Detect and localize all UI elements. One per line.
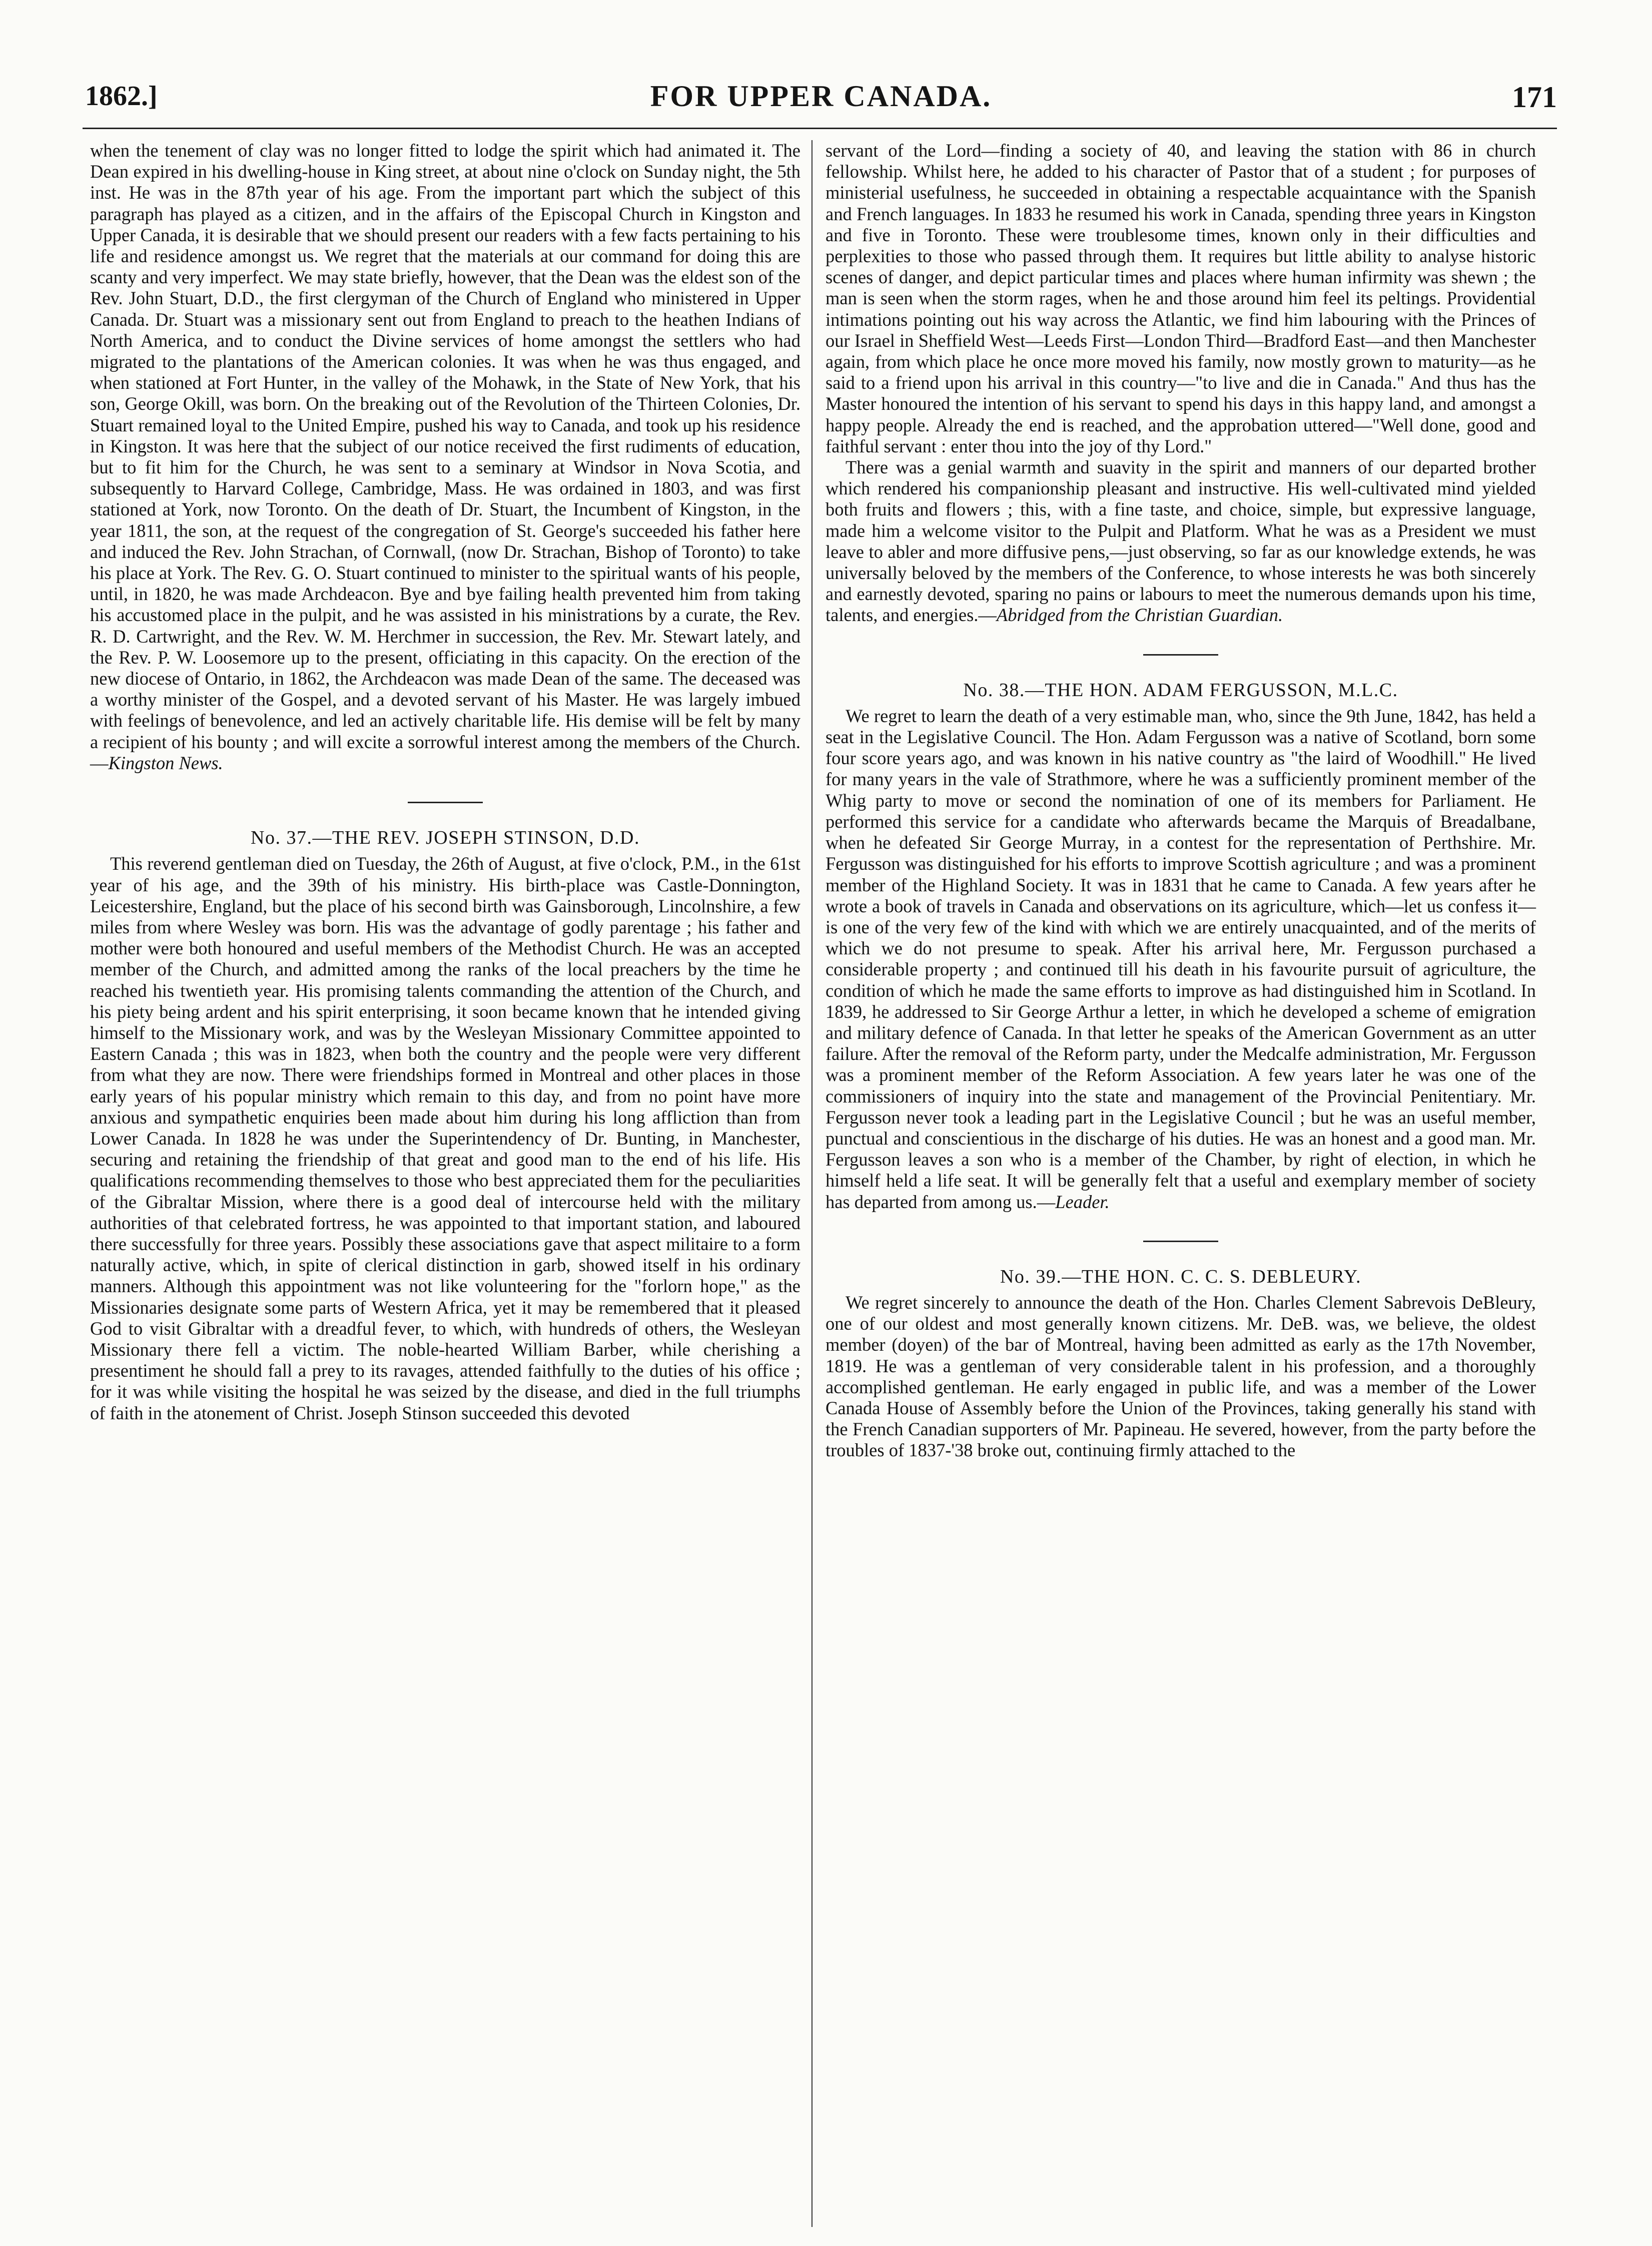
header-rule [83,128,1557,129]
page-header [85,75,1557,120]
section-37-heading: No. 37.—THE REV. JOSEPH STINSON, D.D. [251,827,640,849]
stinson-continuation: servant of the Lord—finding a society of 40, and leaving the station with 86 in church fellowship. Whilst here, he added to his character of Pastor that of a student ; for purposes of ministerial usefulness, he succeeded in obtaining a respectable acquaintance with the Spanish and French languages. In 1833 he resumed his work in Canada, spending three years in Kingston and five in Toronto. These were troublesome times, known only in their difficulties and perplexities to those who passed through them. It requires but little ability to analyse historic scenes of danger, and depict particular times and places where human infirmity was shewn ; the man is seen when the storm rages, when he and those around him feel its peltings. Providential intimations pointing out his way across the Atlantic, we find him labouring with the Princes of our Israel in Sheffield West—Leeds First—London Third—Bradford East—and then Manchester again, from which place he once more moved his family, now mostly grown to maturity—as he said to a friend upon his arrival in this country—"to live and die in Canada." And thus has the Master honoured the intention of his servant to spend his days in this happy land, and amongst a happy people. Already the end is reached, and the approbation uttered—"Well done, good and faithful servant : enter thou into the joy of thy Lord." [825,140,1536,456]
section-39-heading: No. 39.—THE HON. C. C. S. DEBLEURY. [1000,1266,1362,1287]
stinson-continuation-2-text: There was a genial warmth and suavity in the spirit and manners of our departed brother which rendered his companionship pleasant and instructive. His well-cultivated mind yielded both fruits and flowers ; this, with a fine taste, and choice, simple, but expressive language, made him a welcome visitor to the Pulpit and Platform. What he was as a President we must leave to abler and more diffusive pens,—just observing, so far as our knowledge extends, he was universally beloved by the members of the Conference, to whose interests he was both sincerely and earnestly devoted, sparing no pains or labours to meet the numerous demands upon his time, talents, and energies. [825,457,1536,626]
stinson-source: Abridged from the Christian Guardian. [996,605,1283,626]
stuart-continuation-text: when the tenement of clay was no longer fitted to lodge the spirit which had animated it. The Dean expired in his dwelling-house in King street, at about nine o'clock on Sunday night, the 5th inst. He was in the 87th year of his age. From the important part which the subject of this paragraph has played as a citizen, and in the affairs of the Episcopal Church in Kingston and Upper Canada, it is desirable that we should present our readers with a few facts pertaining to his life and residence amongst us. We regret that the materials at our command for doing this are scanty and very imperfect. We may state briefly, however, that the Dean was the eldest son of the Rev. John Stuart, D.D., the first clergyman of the Church of England who ministered in Upper Canada. Dr. Stuart was a missionary sent out from England to preach to the heathen Indians of North America, and to conduct the Divine services of home amongst the settlers who had migrated to the plantations of the American colonies. It was when he was thus engaged, and when stationed at Fort Hunter, in the valley of the Mohawk, in the State of New York, that his son, George Okill, was born. On the breaking out of the Revolution of the Thirteen Colonies, Dr. Stuart remained loyal to the United Empire, pushed his way to Canada, and took up his residence in Kingston. It was here that the subject of our notice received the first rudiments of education, but to fit him for the Church, he was sent to a seminary at Windsor in Nova Scotia, and subsequently to Harvard College, Cambridge, Mass. He was ordained in 1803, and was first stationed at York, now Toronto. On the death of Dr. Stuart, the Incumbent of Kingston, in the year 1811, the son, at the request of the congregation of St. George's succeeded his father here and induced the Rev. John Strachan, of Cornwall, (now Dr. Strachan, Bishop of Toronto) to take his place at York. The Rev. G. O. Stuart continued to minister to the spiritual wants of his people, until, in 1820, he was made Archdeacon. Bye and bye failing health prevented him from taking his accustomed place in the pulpit, and he was assisted in his ministrations by a curate, the Rev. R. D. Cartwright, and the Rev. W. M. Herchmer in succession, the Rev. Mr. Stewart lately, and the Rev. P. W. Loosemore up to the present, officiating in this capacity. On the erection of the new diocese of Ontario, in 1862, the Archdeacon was made Dean of the same. The deceased was a worthy minister of the Gospel, and a devoted servant of his Master. He was largely imbued with feelings of benevolence, and led an actively charitable life. His demise will be felt by many a recipient of his bounty ; and will excite a sorrowful interest among the members of the Church. [90,140,800,752]
section-38-body: We regret to learn the death of a very estimable man, who, since the 9th June, 1842, has held a seat in the Legislative Council. The Hon. Adam Fergusson was a native of Scotland, born some four score years ago, and was known in his native country as "the laird of Woodhill." He lived for many years in the vale of Strathmore, where he was a sufficiently prominent member of the Whig party to move or second the nomination of one of its members for Parliament. He performed this service for a candidate who afterwards became the Marquis of Breadalbane, when he defeated Sir George Murray, in a contest for the representation of Perthshire. Mr. Fergusson was distinguished for his efforts to improve Scottish agriculture ; and was a prominent member of the Highland Society. It was in 1831 that he came to Canada. A few years after he wrote a book of travels in Canada and observations on its agriculture, which—let us confess it—is one of the very few of the kind with which we are entirely unacquainted, and of the merits of which we do not presume to speak. After his arrival here, Mr. Fergusson purchased a considerable property ; and continued till his death in his favourite pursuit of agriculture, the condition of which he made the same efforts to improve as had distinguished him in Scotland. In 1839, he addressed to Sir George Arthur a letter, in which he developed a scheme of emigration and military defence of Canada. In that letter he speaks of the American Government as an utter failure. After the removal of the Reform party, under the Medcalfe administration, Mr. Fergusson was a prominent member of the Reform Association. A few years later he was one of the commissioners of inquiry into the state and management of the Provincial Penitentiary. Mr. Fergusson never took a leading part in the Legislative Council ; but he was an useful member, punctual and conscientious in the discharge of his duties. He was an honest and a good man. Mr. Fergusson leaves a son who is a member of the Chamber, by right of election, in which he himself held a life seat. It will be generally felt that a useful and exemplary member of society has departed from among us.—Leader. [825,705,1536,1212]
stinson-continuation-2: There was a genial warmth and suavity in the spirit and manners of our departed brother which rendered his companionship pleasant and instructive. His well-cultivated mind yielded both fruits and flowers ; this, with a fine taste, and choice, simple, but expressive language, made him a welcome visitor to the Pulpit and Platform. What he was as a President we must leave to abler and more diffusive pens,—just observing, so far as our knowledge extends, he was universally beloved by the members of the Conference, to whose interests he was both sincerely and earnestly devoted, sparing no pains or labours to meet the numerous demands upon his time, talents, and energies.—Abridged from the Christian Guardian. [825,457,1536,626]
section-separator [408,802,483,803]
right-column [825,140,1536,1461]
section-39-body: We regret sincerely to announce the death of the Hon. Charles Clement Sabrevois DeBleury, one of our oldest and most generally known citizens. Mr. DeB. was, we believe, the oldest member (doyen) of the bar of Montreal, having been admitted as early as the 17th November, 1819. He was a gentleman of very considerable talent in his profession, and a thoroughly accomplished gentleman. He early engaged in public life, and was a member of the Lower Canada House of Assembly before the Union of the Provinces, taking generally his stand with the French Canadian supporters of Mr. Papineau. He severed, however, from the party before the troubles of 1837-'38 broke out, continuing firmly attached to the [825,1292,1536,1461]
section-37-body: This reverend gentleman died on Tuesday, the 26th of August, at five o'clock, P.M., in the 61st year of his age, and the 39th of his ministry. His birth-place was Castle-Donnington, Leicestershire, England, but the place of his second birth was Gainsborough, Lincolnshire, a few miles from where Wesley was born. His was the advantage of godly parentage ; his father and mother were both honoured and useful members of the Methodist Church. He was an accepted member of the Church, and admitted among the ranks of the local preachers by the time he reached his twentieth year. His promising talents commanding the attention of the Church, and his piety being ardent and his spirit enterprising, it soon became known that he intended giving himself to the Missionary work, and was by the Wesleyan Missionary Committee appointed to Eastern Canada ; this was in 1823, when both the country and the people were very different from what they are now. There were friendships formed in Montreal and other places in those early years of his popular ministry which remain to this day, and from no point have more anxious and sympathetic enquiries been made about him during his long affliction than from Lower Canada. In 1828 he was under the Superintendency of Dr. Bunting, in Manchester, securing and retaining the friendship of that great and good man to the end of his life. His qualifications recommending themselves to those who best appreciated them for the peculiarities of the Gibraltar Mission, where there is a good deal of intercourse held with the military authorities of that celebrated fortress, he was appointed to that important station, and laboured there successfully for three years. Possibly these associations gave that aspect militaire to a form naturally active, which, in spite of clerical distinction in garb, showed itself in his ordinary manners. Although this appointment was not like volunteering for the "forlorn hope," as the Missionaries designate some parts of Western Africa, yet it may be remembered that it pleased God to visit Gibraltar with a dreadful fever, to which, with hundreds of others, the Wesleyan Missionary there fell a victim. The noble-hearted William Barber, while cherishing a presentiment he should fall a prey to its ravages, attended faithfully to the duties of his office ; for it was while visiting the hospital he was seized by the disease, and died in the full triumphs of faith in the atonement of Christ. Joseph Stinson succeeded this devoted [90,853,800,1423]
page-number: 171 [1512,81,1557,114]
column-divider [811,140,812,2227]
header-year: 1862.] [85,81,158,112]
stuart-source: Kingston News. [108,752,223,773]
section-38-text: We regret to learn the death of a very estimable man, who, since the 9th June, 1842, has held a seat in the Legislative Council. The Hon. Adam Fergusson was a native of Scotland, born some four score years ago, and was known in his native country as "the laird of Woodhill." He lived for many years in the vale of Strathmore, where he was a sufficiently prominent member of the Whig party to move or second the nomination of one of its members for Parliament. He performed this service for a candidate who afterwards became the Marquis of Breadalbane, when he defeated Sir George Murray, in a contest for the representation of Perthshire. Mr. Fergusson was distinguished for his efforts to improve Scottish agriculture ; and was a prominent member of the Highland Society. It was in 1831 that he came to Canada. A few years after he wrote a book of travels in Canada and observations on its agriculture, which—let us confess it—is one of the very few of the kind with which we are entirely unacquainted, and of the merits of which we do not presume to speak. After his arrival here, Mr. Fergusson purchased a considerable property ; and continued till his death in his favourite pursuit of agriculture, the condition of which he made the same efforts to improve as had distinguished him in Scotland. In 1839, he addressed to Sir George Arthur a letter, in which he developed a scheme of emigration and military defence of Canada. In that letter he speaks of the American Government as an utter failure. After the removal of the Reform party, under the Medcalfe administration, Mr. Fergusson was a prominent member of the Reform Association. A few years later he was one of the commissioners of inquiry into the state and management of the Provincial Penitentiary. Mr. Fergusson never took a leading part in the Legislative Council ; but he was an useful member, punctual and conscientious in the discharge of his duties. He was an honest and a good man. Mr. Fergusson leaves a son who is a member of the Chamber, by right of election, in which he himself held a life seat. It will be generally felt that a useful and exemplary member of society has departed from among us. [825,705,1536,1212]
running-title: FOR UPPER CANADA. [650,80,992,113]
section-38-heading: No. 38.—THE HON. ADAM FERGUSSON, M.L.C. [963,679,1398,701]
section-separator [1143,1241,1218,1242]
section-separator [1143,654,1218,656]
section-38-source: Leader. [1055,1191,1110,1212]
left-column [90,140,800,1424]
stuart-obituary-continuation: when the tenement of clay was no longer fitted to lodge the spirit which had animated it. The Dean expired in his dwelling-house in King street, at about nine o'clock on Sunday night, the 5th inst. He was in the 87th year of his age. From the important part which the subject of this paragraph has played as a citizen, and in the affairs of the Episcopal Church in Kingston and Upper Canada, it is desirable that we should present our readers with a few facts pertaining to his life and residence amongst us. We regret that the materials at our command for doing this are scanty and very imperfect. We may state briefly, however, that the Dean was the eldest son of the Rev. John Stuart, D.D., the first clergyman of the Church of England who ministered in Upper Canada. Dr. Stuart was a missionary sent out from England to preach to the heathen Indians of North America, and to conduct the Divine services of home amongst the settlers who had migrated to the plantations of the American colonies. It was when he was thus engaged, and when stationed at Fort Hunter, in the valley of the Mohawk, in the State of New York, that his son, George Okill, was born. On the breaking out of the Revolution of the Thirteen Colonies, Dr. Stuart remained loyal to the United Empire, pushed his way to Canada, and took up his residence in Kingston. It was here that the subject of our notice received the first rudiments of education, but to fit him for the Church, he was sent to a seminary at Windsor in Nova Scotia, and subsequently to Harvard College, Cambridge, Mass. He was ordained in 1803, and was first stationed at York, now Toronto. On the death of Dr. Stuart, the Incumbent of Kingston, in the year 1811, the son, at the request of the congregation of St. George's succeeded his father here and induced the Rev. John Strachan, of Cornwall, (now Dr. Strachan, Bishop of Toronto) to take his place at York. The Rev. G. O. Stuart continued to minister to the spiritual wants of his people, until, in 1820, he was made Archdeacon. Bye and bye failing health prevented him from taking his accustomed place in the pulpit, and he was assisted in his ministrations by a curate, the Rev. R. D. Cartwright, and the Rev. W. M. Herchmer in succession, the Rev. Mr. Stewart lately, and the Rev. P. W. Loosemore up to the present, officiating in this capacity. On the erection of the new diocese of Ontario, in 1862, the Archdeacon was made Dean of the same. The deceased was a worthy minister of the Gospel, and a devoted servant of his Master. He was largely imbued with feelings of benevolence, and led an actively charitable life. His demise will be felt by many a recipient of his bounty ; and will excite a sorrowful interest among the members of the Church.—Kingston News. [90,140,800,773]
